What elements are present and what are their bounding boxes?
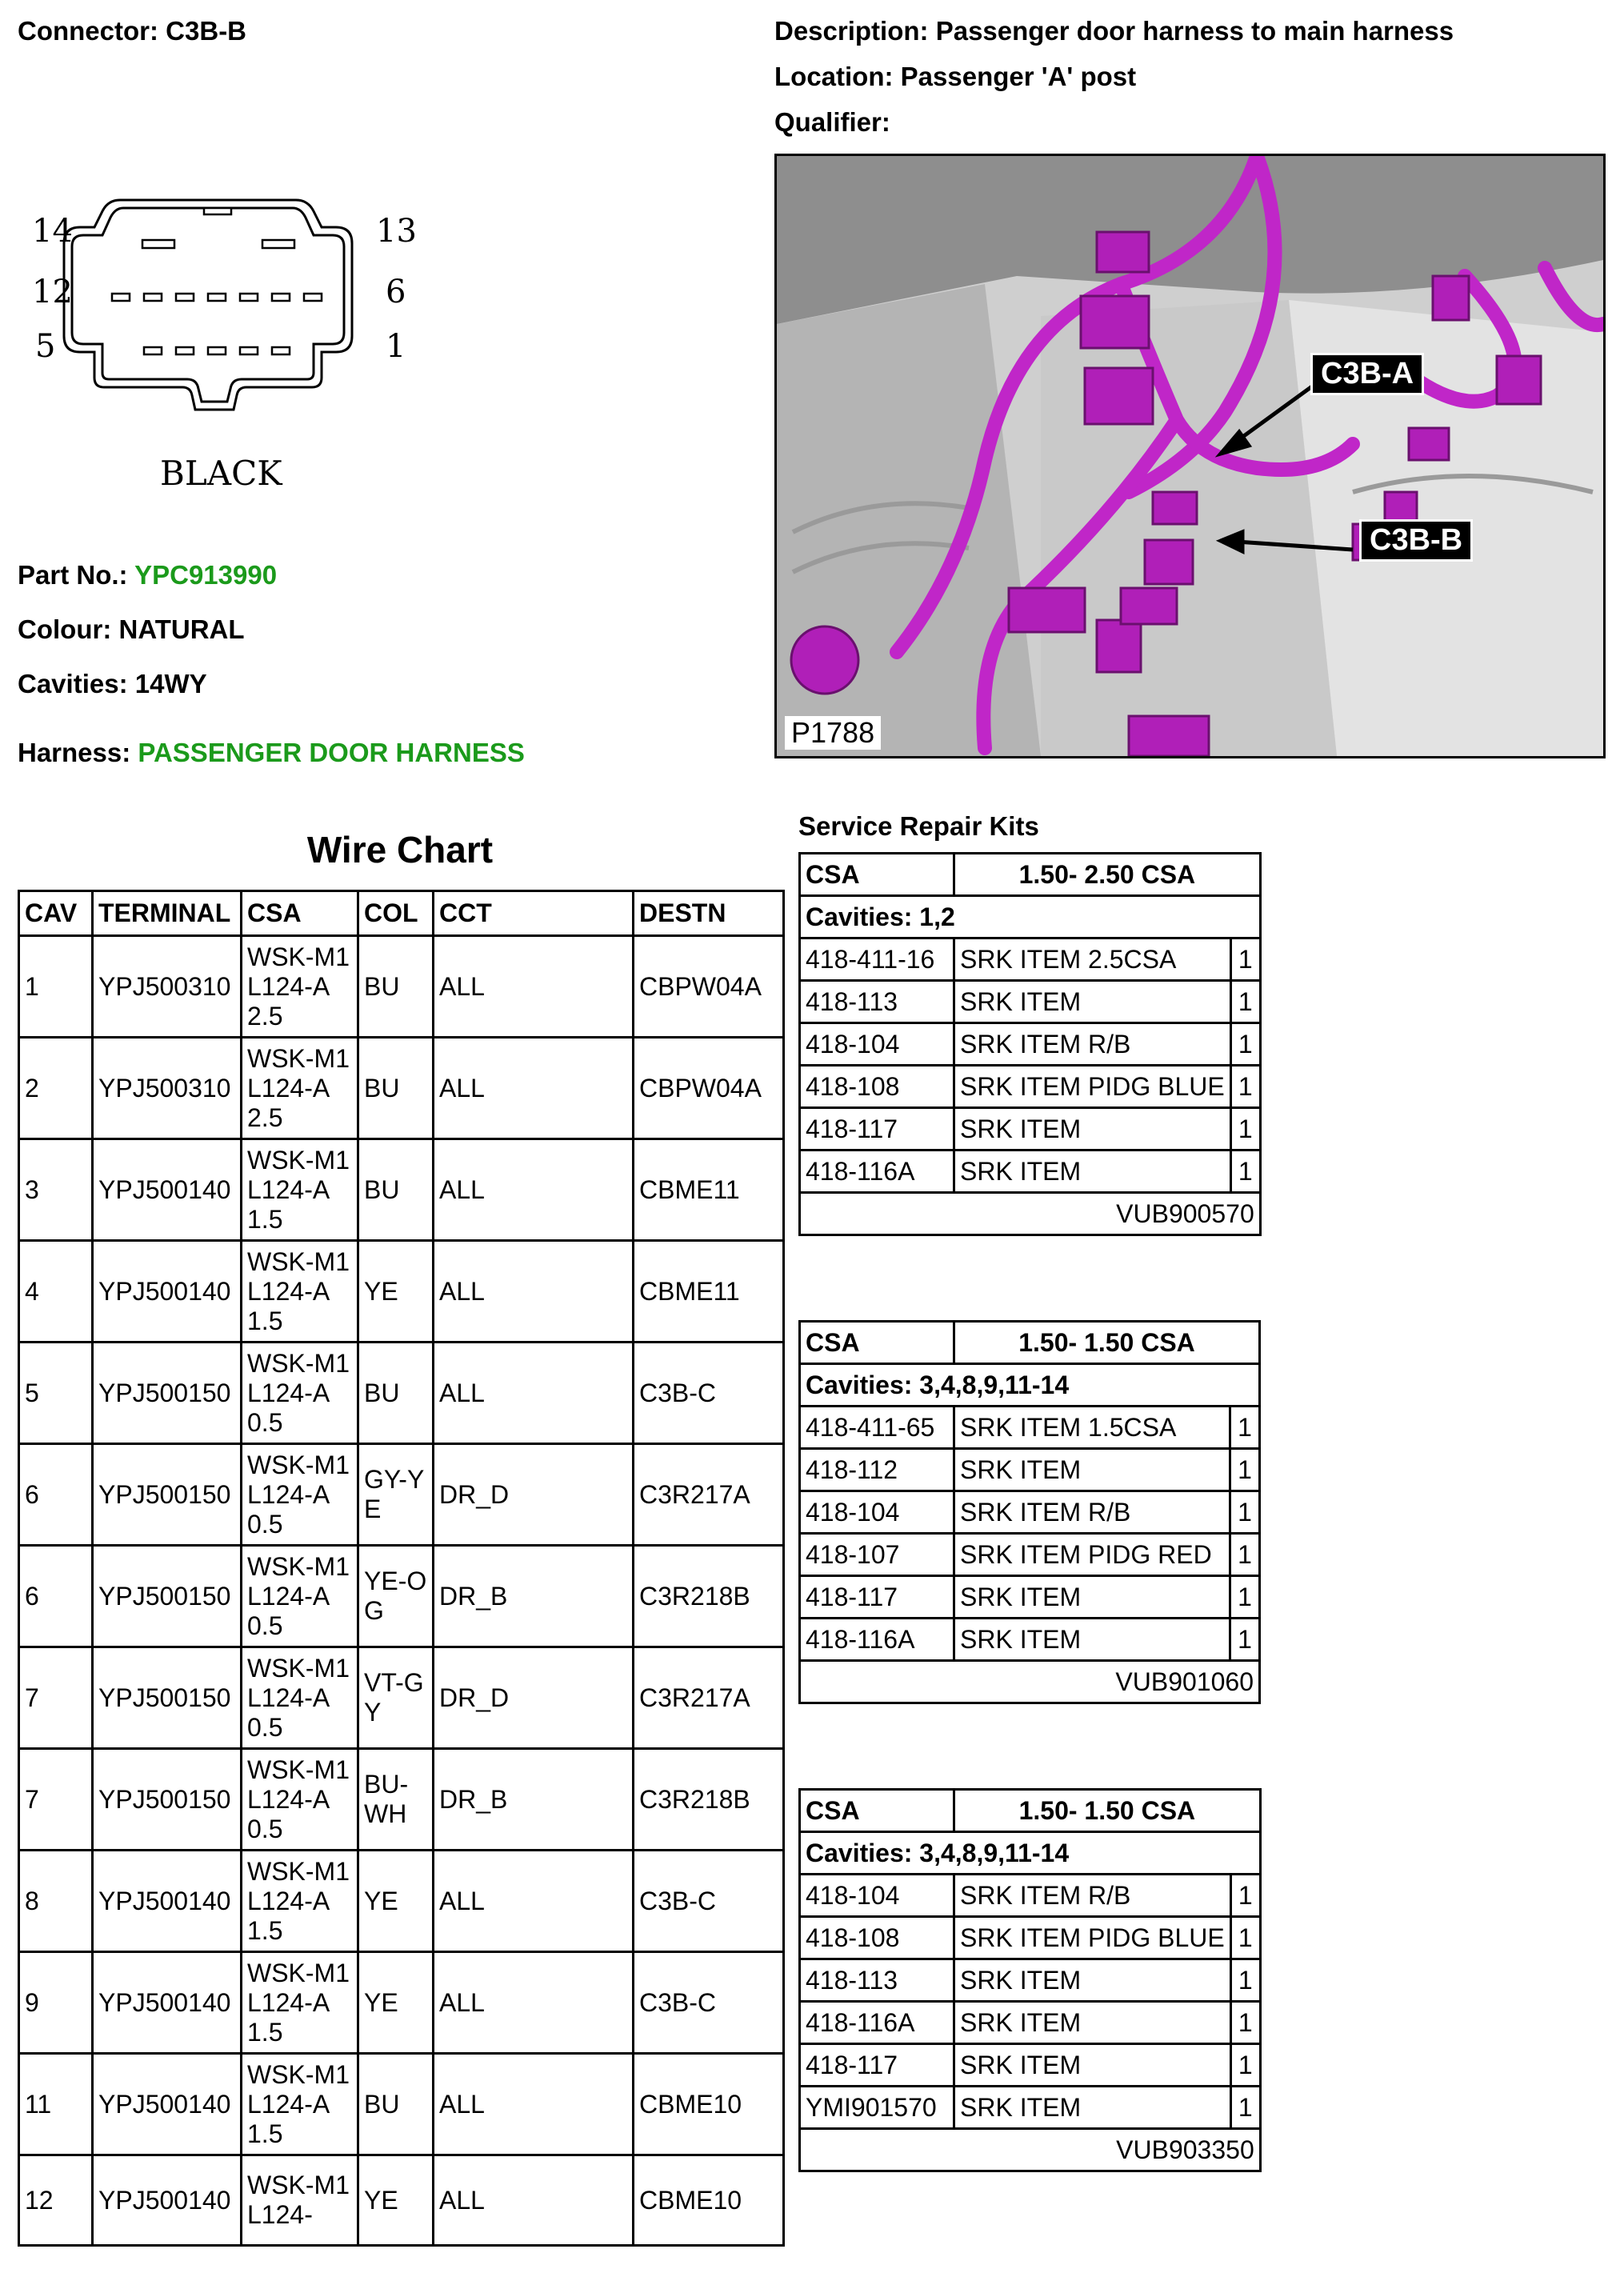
- destn-cell: CBME10: [634, 2054, 784, 2155]
- column-header-terminal: TERMINAL: [93, 891, 242, 936]
- location-label: Location:: [774, 62, 894, 91]
- cav-cell: 3: [19, 1139, 93, 1241]
- colour-line: [18, 614, 245, 645]
- destn-cell: C3R218B: [634, 1749, 784, 1851]
- col-cell: YE: [358, 1952, 434, 2054]
- destn-cell: C3R217A: [634, 1647, 784, 1749]
- kit-item-part: 418-116A: [800, 1151, 954, 1193]
- kit-item-part: 418-113: [800, 981, 954, 1023]
- destn-cell: C3R218B: [634, 1546, 784, 1647]
- col-cell: BU: [358, 1343, 434, 1444]
- csa-cell: WSK-M1L124-A 0.5: [242, 1343, 358, 1444]
- connector-colour-label: BLACK: [160, 454, 282, 493]
- cav-cell: 6: [19, 1546, 93, 1647]
- kit-item-part: 418-107: [800, 1534, 954, 1576]
- kit-item-part: 418-117: [800, 1576, 954, 1619]
- kit-cavities-row: [800, 896, 1261, 938]
- destn-cell: C3R217A: [634, 1444, 784, 1546]
- kit-item-description: SRK ITEM: [954, 2087, 1231, 2129]
- cct-cell: ALL: [434, 1851, 634, 1952]
- csa-cell: WSK-M1L124-: [242, 2155, 358, 2246]
- callout-c3b-b: C3B-B: [1359, 519, 1473, 562]
- kit-item-description: SRK ITEM: [954, 981, 1231, 1023]
- pin-label-13: 13: [376, 213, 417, 250]
- csa-cell: WSK-M1L124-A 0.5: [242, 1444, 358, 1546]
- csa-cell: WSK-M1L124-A 1.5: [242, 1241, 358, 1343]
- kit-cavities-row: [800, 1364, 1260, 1407]
- cct-cell: DR_B: [434, 1749, 634, 1851]
- repair-kit-table: [798, 852, 1262, 1236]
- kit-item-part: YMI901570: [800, 2087, 954, 2129]
- kit-item-part: 418-104: [800, 1023, 954, 1066]
- destn-cell: C3B-C: [634, 1343, 784, 1444]
- col-cell: YE-OG: [358, 1546, 434, 1647]
- kit-csa-label: CSA: [800, 1790, 954, 1832]
- photo-reference: P1788: [785, 716, 881, 750]
- kit-reference-row: [800, 1193, 1261, 1235]
- destn-cell: CBME11: [634, 1241, 784, 1343]
- kit-item-part: 418-411-65: [800, 1407, 954, 1449]
- column-header-cav: CAV: [19, 891, 93, 936]
- colour-value: NATURAL: [118, 614, 245, 644]
- kit-item-quantity: 1: [1230, 1576, 1260, 1619]
- cct-cell: ALL: [434, 1139, 634, 1241]
- kit-item-description: SRK ITEM PIDG RED: [954, 1534, 1230, 1576]
- kit-item-quantity: 1: [1230, 1151, 1260, 1193]
- kit-csa-range: 1.50- 2.50 CSA: [954, 854, 1261, 896]
- terminal-cell: YPJ500150: [93, 1749, 242, 1851]
- cct-cell: ALL: [434, 1038, 634, 1139]
- csa-cell: WSK-M1L124-A 0.5: [242, 1749, 358, 1851]
- kit-item-row: [800, 1108, 1261, 1151]
- kit-item-part: 418-113: [800, 1959, 954, 2002]
- kit-item-quantity: 1: [1230, 1917, 1260, 1959]
- table-row: [19, 1546, 784, 1647]
- callout-c3b-a: C3B-A: [1310, 353, 1424, 395]
- kit-csa-row: [800, 1790, 1261, 1832]
- cct-cell: ALL: [434, 1343, 634, 1444]
- cavities-value: 14WY: [134, 669, 207, 698]
- kit-item-quantity: 1: [1230, 1023, 1260, 1066]
- column-header-cct: CCT: [434, 891, 634, 936]
- cct-cell: ALL: [434, 1241, 634, 1343]
- description-value: Passenger door harness to main harness: [935, 16, 1454, 46]
- terminal-cell: YPJ500140: [93, 2054, 242, 2155]
- table-row: [19, 1343, 784, 1444]
- terminal-cell: YPJ500140: [93, 1952, 242, 2054]
- kit-item-row: [800, 1959, 1261, 2002]
- column-header-col: COL: [358, 891, 434, 936]
- col-cell: BU: [358, 1038, 434, 1139]
- kit-item-part: 418-116A: [800, 1619, 954, 1661]
- kit-item-row: [800, 1491, 1260, 1534]
- kit-item-row: [800, 1407, 1260, 1449]
- qualifier-label: Qualifier:: [774, 107, 890, 137]
- kit-item-part: 418-411-16: [800, 938, 954, 981]
- cav-cell: 4: [19, 1241, 93, 1343]
- cct-cell: ALL: [434, 936, 634, 1038]
- kit-item-row: [800, 2002, 1261, 2044]
- destn-cell: CBME10: [634, 2155, 784, 2246]
- kit-item-row: [800, 2087, 1261, 2129]
- cav-cell: 2: [19, 1038, 93, 1139]
- wire-chart-table: [18, 890, 785, 2247]
- cavities-label: Cavities:: [18, 669, 128, 698]
- kit-item-quantity: 1: [1230, 1619, 1260, 1661]
- cct-cell: ALL: [434, 2155, 634, 2246]
- destn-cell: C3B-C: [634, 1952, 784, 2054]
- kit-item-description: SRK ITEM: [954, 2044, 1231, 2087]
- csa-cell: WSK-M1L124-A 0.5: [242, 1647, 358, 1749]
- table-row: [19, 1139, 784, 1241]
- table-row: [19, 936, 784, 1038]
- table-row: [19, 1749, 784, 1851]
- harness-line: [18, 738, 525, 768]
- table-row: [19, 1647, 784, 1749]
- kit-csa-row: [800, 1322, 1260, 1364]
- table-row: [19, 2054, 784, 2155]
- location-line: [774, 62, 1136, 92]
- csa-cell: WSK-M1L124-A 1.5: [242, 2054, 358, 2155]
- kit-item-description: SRK ITEM: [954, 1619, 1230, 1661]
- kit-item-row: [800, 938, 1261, 981]
- col-cell: YE: [358, 1851, 434, 1952]
- qualifier-line: [774, 107, 890, 138]
- cct-cell: DR_B: [434, 1546, 634, 1647]
- col-cell: YE: [358, 1241, 434, 1343]
- harness-label: Harness:: [18, 738, 131, 767]
- table-row: [19, 1241, 784, 1343]
- cav-cell: 8: [19, 1851, 93, 1952]
- csa-cell: WSK-M1L124-A 1.5: [242, 1851, 358, 1952]
- kit-item-description: SRK ITEM 1.5CSA: [954, 1407, 1230, 1449]
- description-label: Description:: [774, 16, 929, 46]
- column-header-destn: DESTN: [634, 891, 784, 936]
- kit-reference-row: [800, 1661, 1260, 1703]
- kit-item-part: 418-117: [800, 2044, 954, 2087]
- cct-cell: ALL: [434, 1952, 634, 2054]
- terminal-cell: YPJ500310: [93, 936, 242, 1038]
- kit-item-part: 418-116A: [800, 2002, 954, 2044]
- kit-item-description: SRK ITEM: [954, 1151, 1231, 1193]
- kit-item-quantity: 1: [1230, 1491, 1260, 1534]
- pin-label-5: 5: [35, 328, 56, 365]
- terminal-cell: YPJ500310: [93, 1038, 242, 1139]
- destn-cell: CBPW04A: [634, 936, 784, 1038]
- csa-cell: WSK-M1L124-A 2.5: [242, 936, 358, 1038]
- kit-reference: VUB900570: [800, 1193, 1261, 1235]
- kit-item-part: 418-108: [800, 1917, 954, 1959]
- kit-item-description: SRK ITEM PIDG BLUE: [954, 1066, 1231, 1108]
- col-cell: VT-GY: [358, 1647, 434, 1749]
- part-number-label: Part No.:: [18, 560, 128, 590]
- cav-cell: 9: [19, 1952, 93, 2054]
- kit-csa-label: CSA: [800, 854, 954, 896]
- kit-reference-row: [800, 2129, 1261, 2171]
- csa-cell: WSK-M1L124-A 1.5: [242, 1139, 358, 1241]
- csa-cell: WSK-M1L124-A 2.5: [242, 1038, 358, 1139]
- connector-face-diagram: [24, 192, 424, 504]
- col-cell: BU: [358, 936, 434, 1038]
- destn-cell: C3B-C: [634, 1851, 784, 1952]
- cav-cell: 6: [19, 1444, 93, 1546]
- part-number-link[interactable]: YPC913990: [134, 560, 278, 590]
- kit-item-quantity: 1: [1230, 1066, 1260, 1108]
- col-cell: BU: [358, 1139, 434, 1241]
- col-cell: BU: [358, 2054, 434, 2155]
- service-repair-kits-title: Service Repair Kits: [798, 811, 1039, 841]
- kit-csa-range: 1.50- 1.50 CSA: [954, 1322, 1260, 1364]
- kit-item-description: SRK ITEM: [954, 1449, 1230, 1491]
- kit-item-description: SRK ITEM R/B: [954, 1023, 1231, 1066]
- terminal-cell: YPJ500140: [93, 1241, 242, 1343]
- kit-item-quantity: 1: [1230, 1959, 1260, 2002]
- terminal-cell: YPJ500140: [93, 1139, 242, 1241]
- table-row: [19, 1444, 784, 1546]
- kit-item-quantity: 1: [1230, 938, 1260, 981]
- kit-item-row: [800, 981, 1261, 1023]
- kit-item-row: [800, 2044, 1261, 2087]
- kit-item-description: SRK ITEM PIDG BLUE: [954, 1917, 1231, 1959]
- kit-item-quantity: 1: [1230, 981, 1260, 1023]
- kit-item-part: 418-104: [800, 1875, 954, 1917]
- cavities-line: [18, 669, 207, 699]
- kit-item-quantity: 1: [1230, 2087, 1260, 2129]
- table-row: [19, 2155, 784, 2246]
- kit-item-description: SRK ITEM R/B: [954, 1491, 1230, 1534]
- pin-label-1: 1: [386, 328, 406, 365]
- kit-item-quantity: 1: [1230, 2044, 1260, 2087]
- part-number-line: [18, 560, 277, 590]
- cav-cell: 1: [19, 936, 93, 1038]
- kit-item-description: SRK ITEM: [954, 1576, 1230, 1619]
- cav-cell: 12: [19, 2155, 93, 2246]
- kit-csa-range: 1.50- 1.50 CSA: [954, 1790, 1261, 1832]
- kit-cavities: Cavities: 3,4,8,9,11-14: [800, 1364, 1260, 1407]
- kit-csa-row: [800, 854, 1261, 896]
- connector-id: C3B-B: [166, 16, 247, 46]
- col-cell: BU-WH: [358, 1749, 434, 1851]
- colour-label: Colour:: [18, 614, 112, 644]
- destn-cell: CBME11: [634, 1139, 784, 1241]
- kit-item-quantity: 1: [1230, 1449, 1260, 1491]
- csa-cell: WSK-M1L124-A 0.5: [242, 1546, 358, 1647]
- kit-item-quantity: 1: [1230, 1534, 1260, 1576]
- pin-label-12: 12: [32, 274, 73, 310]
- kit-item-row: [800, 1875, 1261, 1917]
- harness-link[interactable]: PASSENGER DOOR HARNESS: [138, 738, 525, 767]
- kit-item-part: 418-104: [800, 1491, 954, 1534]
- terminal-cell: YPJ500150: [93, 1546, 242, 1647]
- connector-heading: [18, 16, 246, 46]
- repair-kit-table: [798, 1788, 1262, 2172]
- kit-cavities-row: [800, 1832, 1261, 1875]
- repair-kit-table: [798, 1320, 1261, 1704]
- terminal-cell: YPJ500140: [93, 1851, 242, 1952]
- description-line: [774, 16, 1454, 46]
- kit-item-part: 418-117: [800, 1108, 954, 1151]
- kit-item-description: SRK ITEM: [954, 1959, 1231, 2002]
- kit-item-row: [800, 1534, 1260, 1576]
- terminal-cell: YPJ500150: [93, 1647, 242, 1749]
- kit-item-quantity: 1: [1230, 2002, 1260, 2044]
- kit-item-description: SRK ITEM: [954, 2002, 1231, 2044]
- cct-cell: DR_D: [434, 1647, 634, 1749]
- kit-item-description: SRK ITEM R/B: [954, 1875, 1231, 1917]
- connector-label: Connector:: [18, 16, 158, 46]
- kit-item-part: 418-112: [800, 1449, 954, 1491]
- kit-item-row: [800, 1576, 1260, 1619]
- kit-item-description: SRK ITEM 2.5CSA: [954, 938, 1231, 981]
- wire-chart-header-row: [19, 891, 784, 936]
- kit-item-quantity: 1: [1230, 1875, 1260, 1917]
- cav-cell: 7: [19, 1749, 93, 1851]
- kit-item-row: [800, 1619, 1260, 1661]
- kit-reference: VUB903350: [800, 2129, 1261, 2171]
- kit-cavities: Cavities: 1,2: [800, 896, 1261, 938]
- csa-cell: WSK-M1L124-A 1.5: [242, 1952, 358, 2054]
- table-row: [19, 1851, 784, 1952]
- pin-label-14: 14: [32, 213, 73, 250]
- kit-item-part: 418-108: [800, 1066, 954, 1108]
- kit-item-description: SRK ITEM: [954, 1108, 1231, 1151]
- harness-illustration: [777, 156, 1603, 756]
- wire-chart-title: Wire Chart: [306, 829, 494, 870]
- kit-item-row: [800, 1917, 1261, 1959]
- cav-cell: 7: [19, 1647, 93, 1749]
- location-photo: [774, 154, 1606, 758]
- terminal-cell: YPJ500150: [93, 1343, 242, 1444]
- col-cell: YE: [358, 2155, 434, 2246]
- kit-item-quantity: 1: [1230, 1108, 1260, 1151]
- table-row: [19, 1038, 784, 1139]
- cct-cell: DR_D: [434, 1444, 634, 1546]
- destn-cell: CBPW04A: [634, 1038, 784, 1139]
- terminal-cell: YPJ500140: [93, 2155, 242, 2246]
- kit-item-row: [800, 1066, 1261, 1108]
- kit-csa-label: CSA: [800, 1322, 954, 1364]
- table-row: [19, 1952, 784, 2054]
- cct-cell: ALL: [434, 2054, 634, 2155]
- cav-cell: 11: [19, 2054, 93, 2155]
- kit-item-quantity: 1: [1230, 1407, 1260, 1449]
- kit-item-row: [800, 1449, 1260, 1491]
- terminal-cell: YPJ500150: [93, 1444, 242, 1546]
- kit-item-row: [800, 1023, 1261, 1066]
- kit-cavities: Cavities: 3,4,8,9,11-14: [800, 1832, 1261, 1875]
- kit-item-row: [800, 1151, 1261, 1193]
- location-value: Passenger 'A' post: [900, 62, 1137, 91]
- kit-reference: VUB901060: [800, 1661, 1260, 1703]
- pin-label-6: 6: [386, 274, 406, 310]
- col-cell: GY-YE: [358, 1444, 434, 1546]
- column-header-csa: CSA: [242, 891, 358, 936]
- cav-cell: 5: [19, 1343, 93, 1444]
